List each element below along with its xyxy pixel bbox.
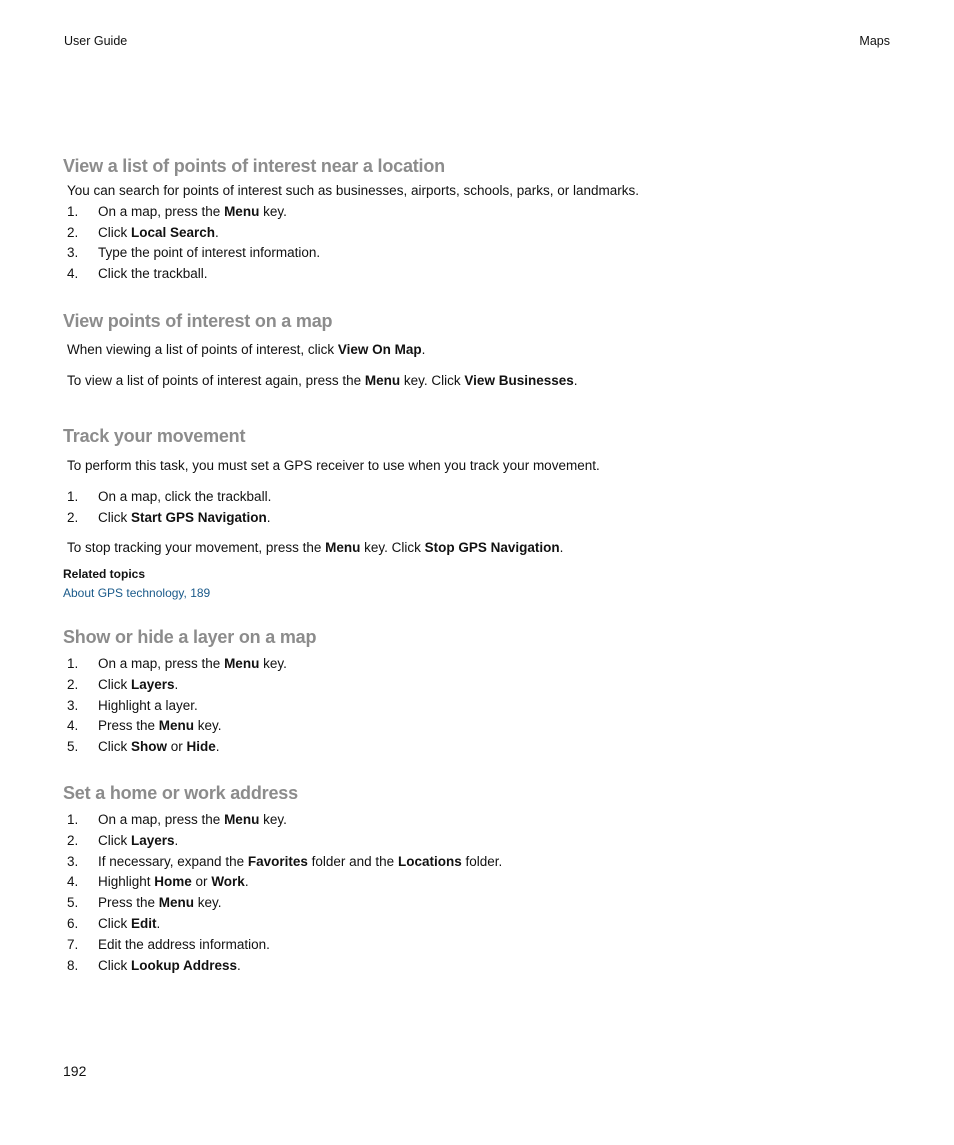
- text-run: Edit the address information.: [98, 936, 270, 952]
- text-run: .: [215, 739, 220, 755]
- key-term: Menu: [325, 540, 361, 556]
- step-number: 2.: [67, 224, 79, 240]
- text-run: .: [573, 372, 578, 388]
- text-run: Press the: [98, 718, 159, 734]
- step-item: [67, 675, 893, 696]
- text-run: Click: [98, 832, 131, 848]
- key-term: Menu: [224, 203, 260, 219]
- section-intro: To perform this task, you must set a GPS receiver to use when you track your movement.: [67, 458, 600, 473]
- key-term: Menu: [158, 895, 195, 911]
- text-run: To view a list of points of interest again, press the: [67, 372, 365, 388]
- key-term: Layers: [131, 832, 175, 848]
- text-run: .: [174, 832, 179, 848]
- key-term: Start GPS Navigation: [131, 509, 267, 525]
- text-run: Click: [98, 509, 131, 525]
- text-run: Highlight a layer.: [98, 697, 198, 713]
- text-run: To stop tracking your movement, press the: [67, 540, 326, 556]
- section-intro: You can search for points of interest such as businesses, airports, schools, parks, or landmarks.: [67, 183, 640, 198]
- step-list: [63, 202, 893, 285]
- step-list: [63, 654, 893, 758]
- key-term: Stop GPS Navigation: [424, 540, 560, 556]
- section-heading: Show or hide a layer on a map: [63, 627, 317, 647]
- key-term: Menu: [224, 812, 260, 827]
- page-number: 192: [63, 1063, 87, 1079]
- step-number: 4.: [67, 266, 79, 282]
- step-item: [67, 223, 893, 244]
- step-number: 2.: [67, 832, 79, 848]
- key-term: View On Map: [337, 342, 422, 357]
- step-item: [67, 654, 893, 675]
- step-number: 6.: [67, 915, 79, 931]
- text-run: On a map, press the: [98, 812, 225, 827]
- step-number: 4.: [67, 718, 79, 734]
- step-item: [67, 810, 893, 831]
- key-term: View Businesses: [464, 372, 574, 388]
- key-term: Menu: [224, 656, 260, 671]
- text-run: .: [215, 224, 219, 240]
- step-number: 1.: [67, 812, 79, 827]
- step-number: 5.: [67, 895, 79, 911]
- related-topics-heading: Related topics: [63, 567, 146, 582]
- step-number: 2.: [67, 676, 79, 692]
- step-item: [67, 716, 893, 737]
- step-list: [63, 487, 893, 529]
- step-item: [67, 935, 893, 956]
- header-guide-title: User Guide: [64, 34, 128, 48]
- step-number: 1.: [67, 203, 79, 219]
- section-home-work-address: [63, 781, 893, 976]
- step-item: [67, 852, 893, 873]
- text-run: Click: [98, 224, 131, 240]
- text-run: When viewing a list of points of interest, click: [67, 342, 338, 357]
- paragraph: [67, 538, 893, 559]
- key-term: Show: [131, 739, 167, 755]
- section-heading: View a list of points of interest near a location: [63, 156, 445, 176]
- text-run: folder and the: [307, 853, 398, 869]
- text-run: key.: [259, 203, 287, 219]
- key-term: Layers: [131, 676, 175, 692]
- step-item: [67, 696, 893, 717]
- text-run: key.: [259, 812, 287, 827]
- step-item: [67, 202, 893, 223]
- header-chapter-title: Maps: [859, 34, 890, 48]
- text-run: .: [244, 874, 249, 890]
- step-item: [67, 243, 893, 264]
- key-term: Menu: [364, 372, 401, 388]
- section-heading: Track your movement: [63, 426, 246, 446]
- key-term: Edit: [131, 915, 157, 931]
- key-term: Locations: [397, 853, 462, 869]
- step-number: 3.: [67, 697, 79, 713]
- step-number: 7.: [67, 936, 79, 952]
- text-run: key. Click: [360, 540, 425, 556]
- step-item: [67, 508, 893, 529]
- text-run: Press the: [98, 895, 159, 911]
- text-run: Click: [98, 915, 131, 931]
- text-run: Click: [98, 739, 131, 755]
- step-item: [67, 914, 893, 935]
- text-run: key.: [194, 895, 222, 911]
- step-number: 1.: [67, 488, 79, 504]
- key-term: Hide: [186, 739, 216, 755]
- text-run: folder.: [461, 853, 503, 869]
- text-run: If necessary, expand the: [98, 853, 248, 869]
- step-item: [67, 893, 893, 914]
- section-heading: Set a home or work address: [63, 783, 298, 803]
- step-item: [67, 956, 893, 977]
- paragraph: [67, 340, 893, 361]
- step-number: 4.: [67, 874, 79, 890]
- step-number: 3.: [67, 853, 79, 869]
- text-run: .: [266, 509, 271, 525]
- text-run: key.: [194, 718, 222, 734]
- text-run: key.: [259, 656, 287, 671]
- key-term: Work: [211, 874, 245, 890]
- text-run: .: [421, 342, 426, 357]
- text-run: or: [191, 874, 212, 890]
- text-run: On a map, press the: [98, 203, 225, 219]
- step-item: [67, 737, 893, 758]
- step-number: 8.: [67, 957, 79, 973]
- related-topic-link[interactable]: About GPS technology, 189: [63, 586, 211, 601]
- key-term: Favorites: [247, 853, 308, 869]
- step-number: 2.: [67, 509, 79, 525]
- section-poi-map: [63, 309, 893, 392]
- text-run: .: [559, 540, 564, 556]
- text-run: key. Click: [400, 372, 465, 388]
- section-poi-list: [63, 154, 893, 285]
- step-number: 1.: [67, 656, 79, 671]
- text-run: .: [174, 676, 179, 692]
- key-term: Menu: [158, 718, 195, 734]
- step-item: [67, 487, 893, 508]
- step-list: [63, 810, 893, 976]
- text-run: On a map, press the: [98, 656, 225, 671]
- text-run: Click the trackball.: [98, 266, 208, 282]
- step-item: [67, 872, 893, 893]
- key-term: Local Search: [131, 224, 216, 240]
- step-number: 5.: [67, 739, 79, 755]
- key-term: Home: [154, 874, 192, 890]
- text-run: Highlight: [98, 874, 155, 890]
- text-run: .: [156, 915, 161, 931]
- section-heading: View points of interest on a map: [63, 311, 333, 331]
- key-term: Lookup Address: [131, 957, 238, 973]
- paragraph: [67, 371, 893, 392]
- text-run: .: [237, 957, 241, 973]
- step-item: [67, 264, 893, 285]
- step-number: 3.: [67, 245, 79, 261]
- section-track-movement: [63, 424, 893, 604]
- text-run: Click: [98, 676, 131, 692]
- text-run: or: [167, 739, 187, 755]
- section-layer: [63, 625, 893, 758]
- step-item: [67, 831, 893, 852]
- text-run: On a map, click the trackball.: [98, 488, 272, 504]
- text-run: Type the point of interest information.: [98, 245, 321, 261]
- text-run: Click: [98, 957, 131, 973]
